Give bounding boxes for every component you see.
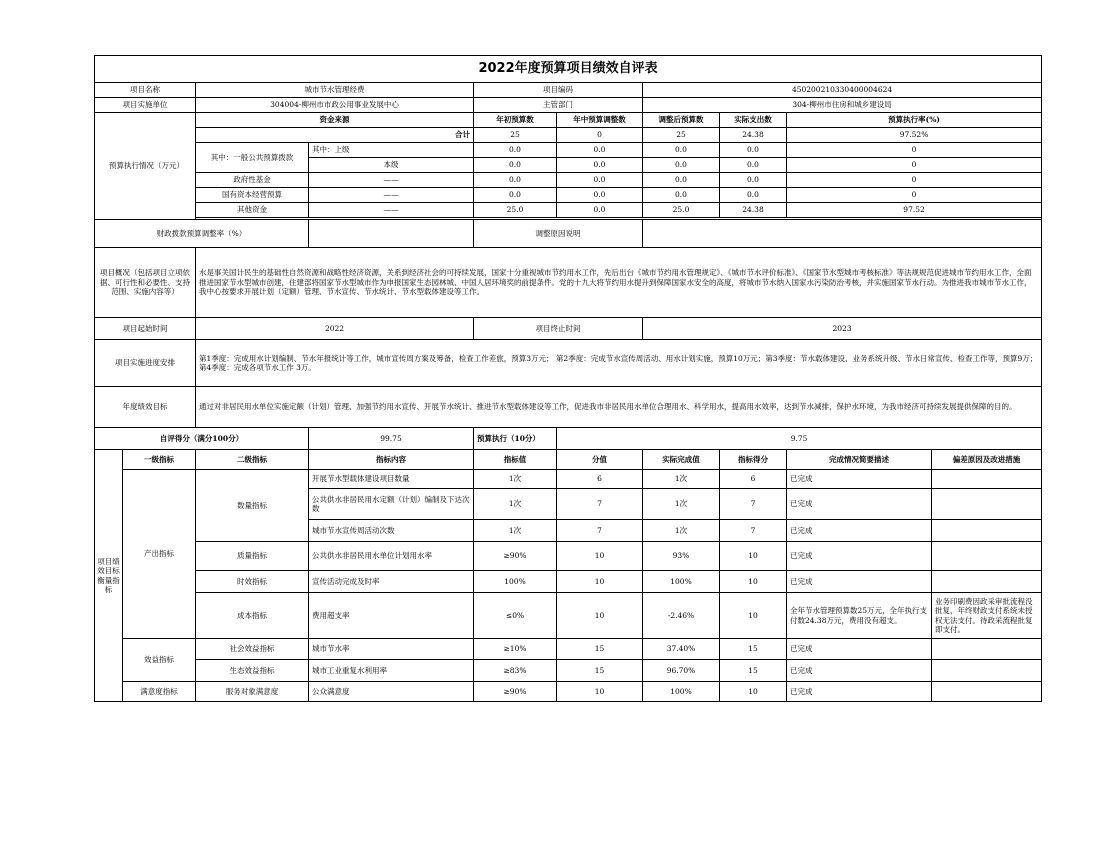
indicator-section-label: 项目绩效目标衡量指标 (95, 450, 123, 702)
page-title: 2022年度预算项目绩效自评表 (95, 56, 1042, 83)
ind-target: 1次 (474, 470, 557, 489)
ind-header-points: 分值 (557, 450, 643, 470)
level2-social: 社会效益指标 (196, 639, 309, 660)
ind-content: 宣传活动完成及时率 (309, 571, 474, 593)
ind-actual: 37.40% (643, 639, 720, 660)
ind-score: 15 (720, 660, 787, 682)
budget-total-midyear: 0 (557, 128, 643, 143)
project-name-label: 项目名称 (95, 83, 196, 98)
ind-header-desc: 完成情况简要描述 (787, 450, 932, 470)
budget-cell: 0.0 (643, 173, 720, 188)
budget-total-rate: 97.52% (787, 128, 1042, 143)
level1-output: 产出指标 (123, 470, 196, 639)
ind-actual: 100% (643, 571, 720, 593)
project-name-value: 城市节水管理经费 (196, 83, 474, 98)
ind-target: ≤0% (474, 593, 557, 639)
ind-header-score: 指标得分 (720, 450, 787, 470)
ind-actual: 1次 (643, 489, 720, 520)
ind-score: 7 (720, 520, 787, 542)
budget-cell: 0.0 (474, 173, 557, 188)
ind-points: 7 (557, 520, 643, 542)
adjust-rate-label: 财政拨款预算调整率（%） (95, 220, 309, 248)
ind-score: 10 (720, 593, 787, 639)
level2-service: 服务对象满意度 (196, 682, 309, 702)
self-score-value: 99.75 (309, 428, 474, 450)
ind-reason (932, 520, 1042, 542)
budget-cell: 0.0 (474, 158, 557, 173)
schedule-label: 项目实施进度安排 (95, 340, 196, 387)
budget-cell: 0.0 (720, 173, 787, 188)
dept-label: 主管部门 (474, 98, 643, 113)
budget-cell: 0.0 (720, 143, 787, 158)
budget-cell: 0.0 (643, 143, 720, 158)
budget-row-dash: —— (309, 188, 474, 203)
budget-total-actual: 24.38 (720, 128, 787, 143)
budget-cell: 0.0 (557, 158, 643, 173)
ind-points: 15 (557, 639, 643, 660)
ind-header-content: 指标内容 (309, 450, 474, 470)
ind-points: 10 (557, 682, 643, 702)
performance-table (94, 55, 1042, 702)
ind-target: 1次 (474, 520, 557, 542)
ind-points: 15 (557, 660, 643, 682)
ind-desc: 已完成 (787, 542, 932, 571)
ind-points: 10 (557, 571, 643, 593)
ind-target: 1次 (474, 489, 557, 520)
impl-unit-value: 304004-柳州市市政公用事业发展中心 (196, 98, 474, 113)
ind-actual: -2.46% (643, 593, 720, 639)
budget-cell: 0 (787, 143, 1042, 158)
ind-target: 100% (474, 571, 557, 593)
ind-content: 城市节水宣传周活动次数 (309, 520, 474, 542)
ind-target: ≥90% (474, 542, 557, 571)
ind-header-reason: 偏差原因及改进措施 (932, 450, 1042, 470)
goal-text: 通过对非居民用水单位实施定额（计划）管理、加强节约用水宣传、开展节水统计、推进节水型载体建设等工作，促进我市非居民用水单位合理用水、科学用水，提高用水效率，达到节水减排，保护水环境，为我市经济可持续发展提供保障的目的。 (196, 387, 1042, 428)
ind-reason (932, 660, 1042, 682)
ind-header-target: 指标值 (474, 450, 557, 470)
budget-cell: 0.0 (557, 203, 643, 218)
budget-row-label: 其他资金 (196, 203, 309, 218)
general-budget-label: 其中：一般公共预算拨款 (196, 143, 309, 173)
budget-row-label: 其中：上级 (309, 143, 474, 158)
level2-eco: 生态效益指标 (196, 660, 309, 682)
ind-header-level2: 二级指标 (196, 450, 309, 470)
ind-actual: 100% (643, 682, 720, 702)
ind-score: 10 (720, 682, 787, 702)
budget-total-adjusted: 25 (643, 128, 720, 143)
budget-total-initial: 25 (474, 128, 557, 143)
ind-points: 7 (557, 489, 643, 520)
budget-exec-label: 预算执行（10分） (474, 428, 557, 450)
ind-score: 6 (720, 470, 787, 489)
ind-reason (932, 489, 1042, 520)
ind-content: 公共供水非居民用水单位计划用水率 (309, 542, 474, 571)
ind-desc: 全年节水管理预算数25万元，全年执行支付数24.38万元，费用没有超支。 (787, 593, 932, 639)
impl-unit-label: 项目实施单位 (95, 98, 196, 113)
ind-reason (932, 470, 1042, 489)
budget-row-dash: —— (309, 203, 474, 218)
end-time-value: 2023 (643, 318, 1042, 340)
budget-cell: 0.0 (474, 143, 557, 158)
budget-header-adjusted: 调整后预算数 (643, 113, 720, 128)
budget-cell: 0.0 (474, 188, 557, 203)
ind-desc: 已完成 (787, 639, 932, 660)
adjust-reason-value (643, 220, 1042, 248)
ind-score: 7 (720, 489, 787, 520)
budget-cell: 0 (787, 188, 1042, 203)
budget-cell: 0.0 (557, 143, 643, 158)
level1-satisfaction: 满意度指标 (123, 682, 196, 702)
budget-header-rate: 预算执行率(%) (787, 113, 1042, 128)
ind-reason (932, 571, 1042, 593)
budget-header-initial: 年初预算数 (474, 113, 557, 128)
ind-points: 10 (557, 542, 643, 571)
budget-cell: 0.0 (557, 188, 643, 203)
level2-timeliness: 时效指标 (196, 571, 309, 593)
ind-content: 城市工业重复水利用率 (309, 660, 474, 682)
ind-desc: 已完成 (787, 470, 932, 489)
budget-cell: 0.0 (720, 158, 787, 173)
self-score-label: 自评得分（满分100分） (95, 428, 309, 450)
goal-label: 年度绩效目标 (95, 387, 196, 428)
budget-header-actual: 实际支出数 (720, 113, 787, 128)
overview-label: 项目概况（包括项目立项依据、可行性和必要性、支持范围、实施内容等） (95, 248, 196, 318)
ind-content: 费用超支率 (309, 593, 474, 639)
start-time-label: 项目起始时间 (95, 318, 196, 340)
level1-benefit: 效益指标 (123, 639, 196, 682)
ind-content: 城市节水率 (309, 639, 474, 660)
ind-desc: 已完成 (787, 571, 932, 593)
budget-row-dash: —— (309, 173, 474, 188)
ind-actual: 1次 (643, 520, 720, 542)
dept-value: 304-柳州市住房和城乡建设局 (643, 98, 1042, 113)
ind-reason (932, 682, 1042, 702)
ind-actual: 93% (643, 542, 720, 571)
ind-header-level1: 一级指标 (123, 450, 196, 470)
ind-actual: 96.70% (643, 660, 720, 682)
level2-quantity: 数量指标 (196, 470, 309, 542)
level2-cost: 成本指标 (196, 593, 309, 639)
level2-quality: 质量指标 (196, 542, 309, 571)
ind-desc: 已完成 (787, 520, 932, 542)
ind-desc: 已完成 (787, 682, 932, 702)
budget-cell: 0 (787, 158, 1042, 173)
budget-cell: 97.52 (787, 203, 1042, 218)
ind-target: ≥10% (474, 639, 557, 660)
overview-text: 水是事关国计民生的基础性自然资源和战略性经济资源，关系到经济社会的可持续发展，国家十分重视城市节约用水工作，先后出台《城市节约用水管理规定》、《城市节水评价标准》、《国家节水型城市考核标准》等法规规范促进城市节约用水工作，全面推进国家节水型城市创建，住建部将国家节水型城市作为申报国家生态园林城、中国人居环境奖的前提条件。党的十九大将节约用水提升到保障国家水安全的高度，将城市节水纳入国家水污染防治考核，并实施国家节水行动。为推进我市城市节水工作，我中心按要求开展计划（定额）管理、节水宣传、节水统计、节水型载体建设等工作。 (196, 248, 1042, 318)
budget-cell: 24.38 (720, 203, 787, 218)
ind-target: ≥90% (474, 682, 557, 702)
ind-header-actual: 实际完成值 (643, 450, 720, 470)
ind-points: 6 (557, 470, 643, 489)
ind-score: 15 (720, 639, 787, 660)
budget-cell: 0 (787, 173, 1042, 188)
ind-target: ≥83% (474, 660, 557, 682)
ind-reason (932, 542, 1042, 571)
budget-header-source: 资金来源 (196, 113, 474, 128)
budget-cell: 0.0 (643, 158, 720, 173)
ind-reason (932, 639, 1042, 660)
ind-desc: 已完成 (787, 660, 932, 682)
budget-header-midyear: 年中预算调整数 (557, 113, 643, 128)
ind-actual: 1次 (643, 470, 720, 489)
budget-cell: 25.0 (474, 203, 557, 218)
end-time-label: 项目终止时间 (474, 318, 643, 340)
schedule-text: 第1季度：完成用水计划编制、节水年报统计等工作，城市宣传周方案及筹备，检查工作差旅，预算3万元； 第2季度：完成节水宣传周活动、用水计划实施，预算10万元；第3季度：节水载体建设、业务系统升级、节水日常宣传、检查工作等，预算9万；第4季度：完成各项节水工作 3万。 (196, 340, 1042, 387)
ind-content: 公众满意度 (309, 682, 474, 702)
ind-desc: 已完成 (787, 489, 932, 520)
budget-total-label: 合计 (196, 128, 474, 143)
budget-cell: 25.0 (643, 203, 720, 218)
budget-cell: 0.0 (557, 173, 643, 188)
budget-exec-value: 9.75 (557, 428, 1042, 450)
adjust-rate-value (309, 220, 474, 248)
budget-cell: 0.0 (720, 188, 787, 203)
ind-points: 10 (557, 593, 643, 639)
ind-score: 10 (720, 571, 787, 593)
budget-section-label: 预算执行情况（万元） (95, 113, 196, 220)
budget-cell: 0.0 (643, 188, 720, 203)
ind-reason: 业务印刷费因政采审批流程没批复，年终财政支付系统未授权无法支付。待政采流程批复即支付。 (932, 593, 1042, 639)
start-time-value: 2022 (196, 318, 474, 340)
ind-content: 公共供水非居民用水定额（计划）编制及下达次数 (309, 489, 474, 520)
adjust-reason-label: 调整原因说明 (474, 220, 643, 248)
budget-row-label: 本级 (309, 158, 474, 173)
ind-score: 10 (720, 542, 787, 571)
project-code-label: 项目编码 (474, 83, 643, 98)
budget-row-label: 政府性基金 (196, 173, 309, 188)
ind-content: 开展节水型载体建设项目数量 (309, 470, 474, 489)
project-code-value: 450200210330400004624 (643, 83, 1042, 98)
budget-row-label: 国有资本经营预算 (196, 188, 309, 203)
